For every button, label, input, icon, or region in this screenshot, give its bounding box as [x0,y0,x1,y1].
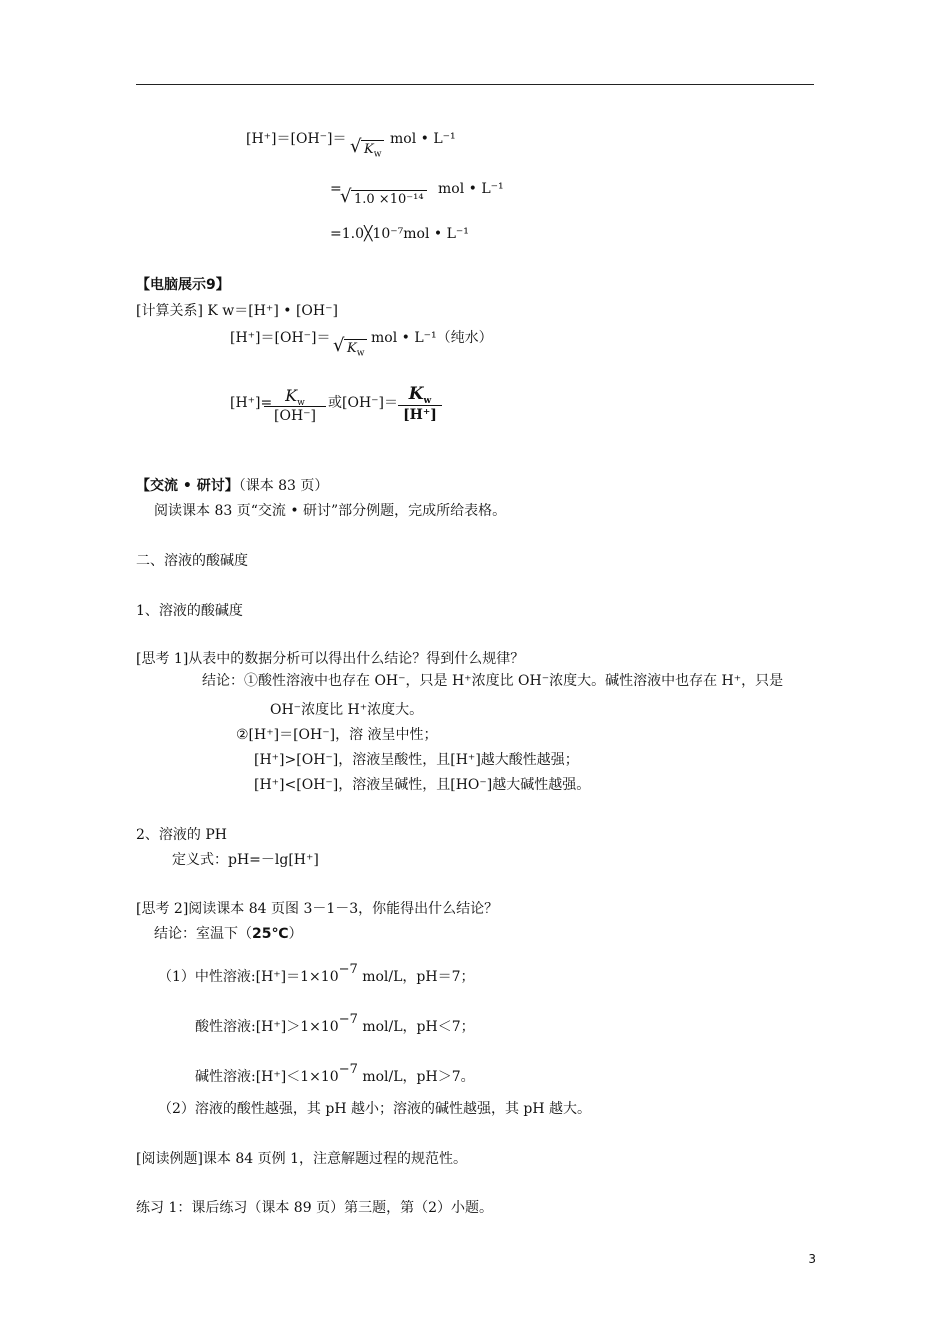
equation-line-2-eq: = [330,181,342,197]
radicand: 1.0 ×10⁻¹⁴ [351,190,427,207]
think-1-acidic: [H⁺]>[OH⁻]，溶液呈酸性，且[H⁺]越大酸性越强； [254,752,579,768]
exchange-text: 阅读课本 83 页“交流 • 研讨”部分例题，完成所给表格。 [154,503,507,519]
subsection-title-2: 2、溶液的 PH [136,827,227,843]
subsection-title-1: 1、溶液的酸碱度 [136,603,243,619]
fraction-numerator: $K_w$ [398,384,442,406]
fraction-kw-oh [264,386,326,424]
think-2-conclusion: 结论：室温下（25℃） [154,926,303,942]
think-1-neutral: ②[H⁺]＝[OH⁻]，溶 液呈中性； [236,727,438,743]
read-example: [阅读例题]课本 84 页例 1，注意解题过程的规范性。 [136,1151,467,1167]
radicand: $K_w$ [344,339,367,356]
fraction-numerator: $K_w$ [264,386,326,407]
fraction-denominator: [H⁺] [403,407,437,423]
equation-lhs: [H⁺]＝[OH⁻]＝ [246,131,347,147]
header-rule [136,84,814,85]
calc-line-3-lhs: [H⁺]= [230,395,273,411]
radical-sign: √ [340,186,352,207]
practice: 练习 1：课后练习（课本 89 页）第三题，第（2）小题。 [136,1200,493,1216]
page-number: 3 [808,1252,816,1266]
think-1-basic: [H⁺]<[OH⁻]，溶液呈碱性，且[HO⁻]越大碱性越强。 [254,777,591,793]
exchange-heading: 【交流 • 研讨】（课本 83 页） [136,478,329,494]
ph-definition: 定义式：pH=－lg[H⁺] [172,852,319,868]
section-heading: 【电脑展示9】 [136,277,230,293]
think-2-item-1: （1）中性溶液:[H⁺]＝1×10−7 mol/L，pH＝7； [158,962,475,985]
calc-line-3-mid: 或[OH⁻]＝ [328,395,398,411]
equation-unit: mol • L⁻¹ [390,131,456,147]
radical-sign: √ [350,136,362,157]
equation-unit: mol • L⁻¹ [438,181,504,197]
fraction-denominator: [OH⁻] [274,408,316,424]
calc-relation: [计算关系] K w＝[H⁺] • [OH⁻] [136,303,338,319]
fraction-kw-h [398,384,442,423]
radical-sign: √ [333,335,345,356]
think-1-conclusion-line-2: OH⁻浓度比 H⁺浓度大。 [270,702,424,718]
calc-line-2: [H⁺]＝[OH⁻]＝ [230,330,331,346]
think-2-item-4: （2）溶液的酸性越强，其 pH 越小；溶液的碱性越强，其 pH 越大。 [158,1101,592,1117]
radicand: $K_w$ [361,140,384,157]
think-1-conclusion-line-1: 结论：①酸性溶液中也存在 OH⁻，只是 H⁺浓度比 OH⁻浓度大。碱性溶液中也存在 H⁺，只是 [202,673,784,689]
think-1-question: [思考 1]从表中的数据分析可以得出什么结论？得到什么规律？ [136,651,525,667]
think-2-item-2: 酸性溶液:[H⁺]＞1×10−7 mol/L，pH＜7； [195,1012,475,1035]
equation-line-1 [246,130,347,148]
think-2-item-3: 碱性溶液:[H⁺]＜1×10−7 mol/L，pH＞7。 [195,1062,475,1085]
think-2-question: [思考 2]阅读课本 84 页图 3－1－3，你能得出什么结论？ [136,901,499,917]
section-title-2: 二、溶液的酸碱度 [136,553,248,569]
equation-line-3: =1.0╳10⁻⁷mol • L⁻¹ [330,226,469,242]
calc-unit: mol • L⁻¹（纯水） [371,330,493,346]
